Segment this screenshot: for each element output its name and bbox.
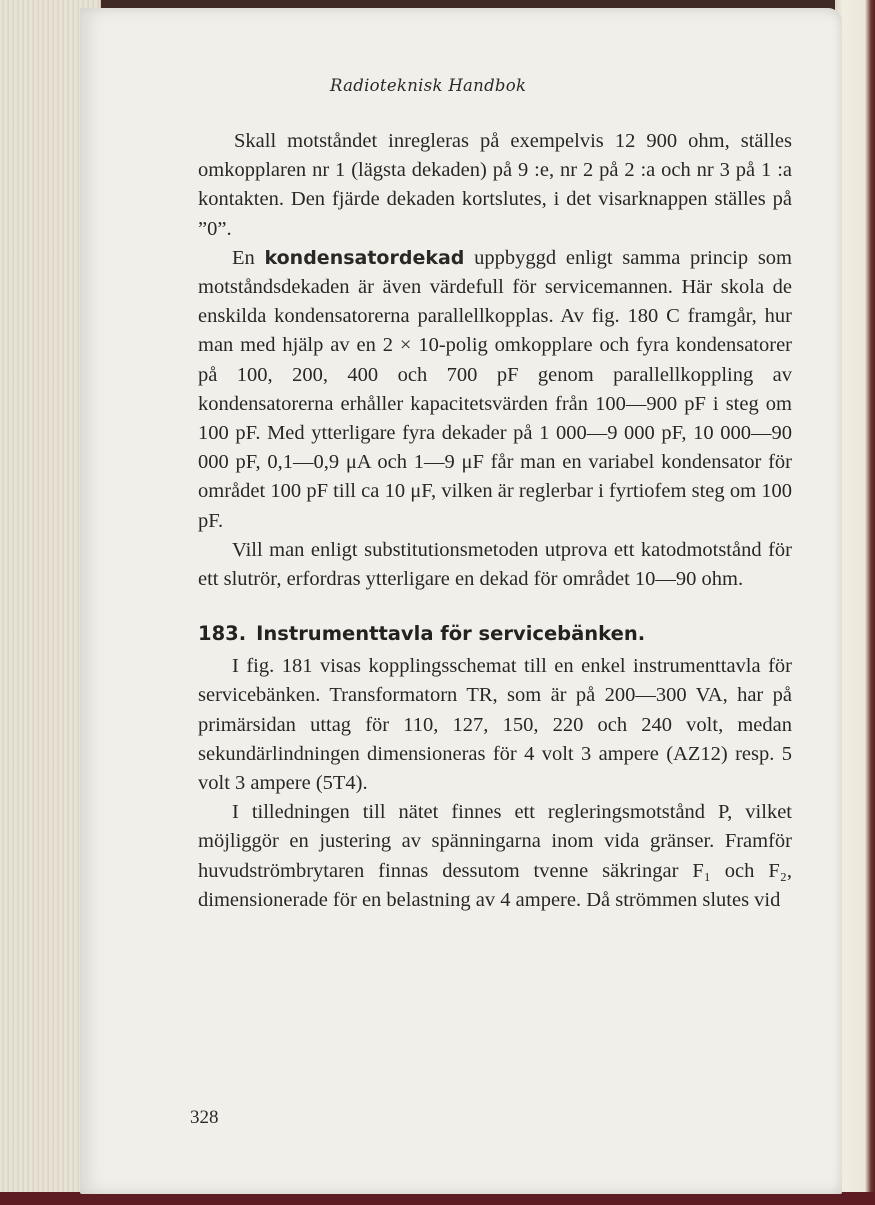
paragraph-capacitor-decade-intro: En: [232, 246, 265, 269]
section-title: Instrumenttavla för servicebänken.: [256, 622, 646, 646]
paragraph-capacitor-decade: [198, 244, 792, 536]
term-kondensatordekad: kondensatordekad: [264, 246, 465, 269]
paragraph-instrument-panel: I fig. 181 visas kopplingsschemat till en enkel instrumenttavla för servicebänken. Transformatorn TR, som är på 200—300 VA, har på primärsidan uttag för 110, 127, 150, 220 och 240 volt, medan sekundärlindningen dimensioneras för 4 volt 3 ampere (AZ12) resp. 5 volt 3 ampere (5T4).: [198, 655, 792, 795]
page-number: 328: [190, 1107, 219, 1128]
paragraph-resistor-setting: Skall motståndet inregleras på exempelvis 12 900 ohm, ställes omkopplaren nr 1 (lägsta dekaden) på 9 :e, nr 2 på 2 :a och nr 3 på 1 :a kontakten. Den fjärde dekaden kortslutes, i det visarknappen ställes på ”0”.: [198, 130, 792, 240]
paragraph-mains-lead: I tilledningen till nätet finnes ett regleringsmotstånd P, vilket möjliggör en justering av spänningarna inom vida gränser. Framför huvudströmbrytaren finnas dessutom tvenne säkringar F₁ och F₂, dimensionerade för en belastning av 4 ampere. Då strömmen slutes vid: [198, 801, 792, 911]
running-head: Radioteknisk Handbok: [330, 76, 527, 95]
paragraph-capacitor-decade-body: uppbyggd enligt samma princip som motståndsdekaden är även värdefull för servicemannen. Här skola de enskilda kondensatorerna parallellkopplas. Av fig. 180 C framgår, hur man med hjälp av en 2 × 10-polig omkopplare och fyra kondensatorer på 100, 200, 400 och 700 pF genom parallellkoppling av kondensatorerna erhåller kapacitetsvärden från 100—900 pF i steg om 100 pF. Med ytterligare fyra dekader på 1 000—9 000 pF, 10 000—90 000 pF, 0,1—0,9 μA och 1—9 μF får man en variabel kondensator för området 100 pF till ca 10 μF, vilken är reglerbar i fyrtiofem steg om 100 pF.: [198, 246, 792, 532]
body-text: [198, 127, 792, 915]
paragraph-cathode-resistor: Vill man enligt substitutionsmetoden utprova ett katodmotstånd för ett slutrör, erfordras ytterligare en dekad för området 10—90 ohm.: [198, 538, 792, 591]
section-heading: [198, 620, 792, 648]
section-number: 183.: [198, 622, 247, 646]
